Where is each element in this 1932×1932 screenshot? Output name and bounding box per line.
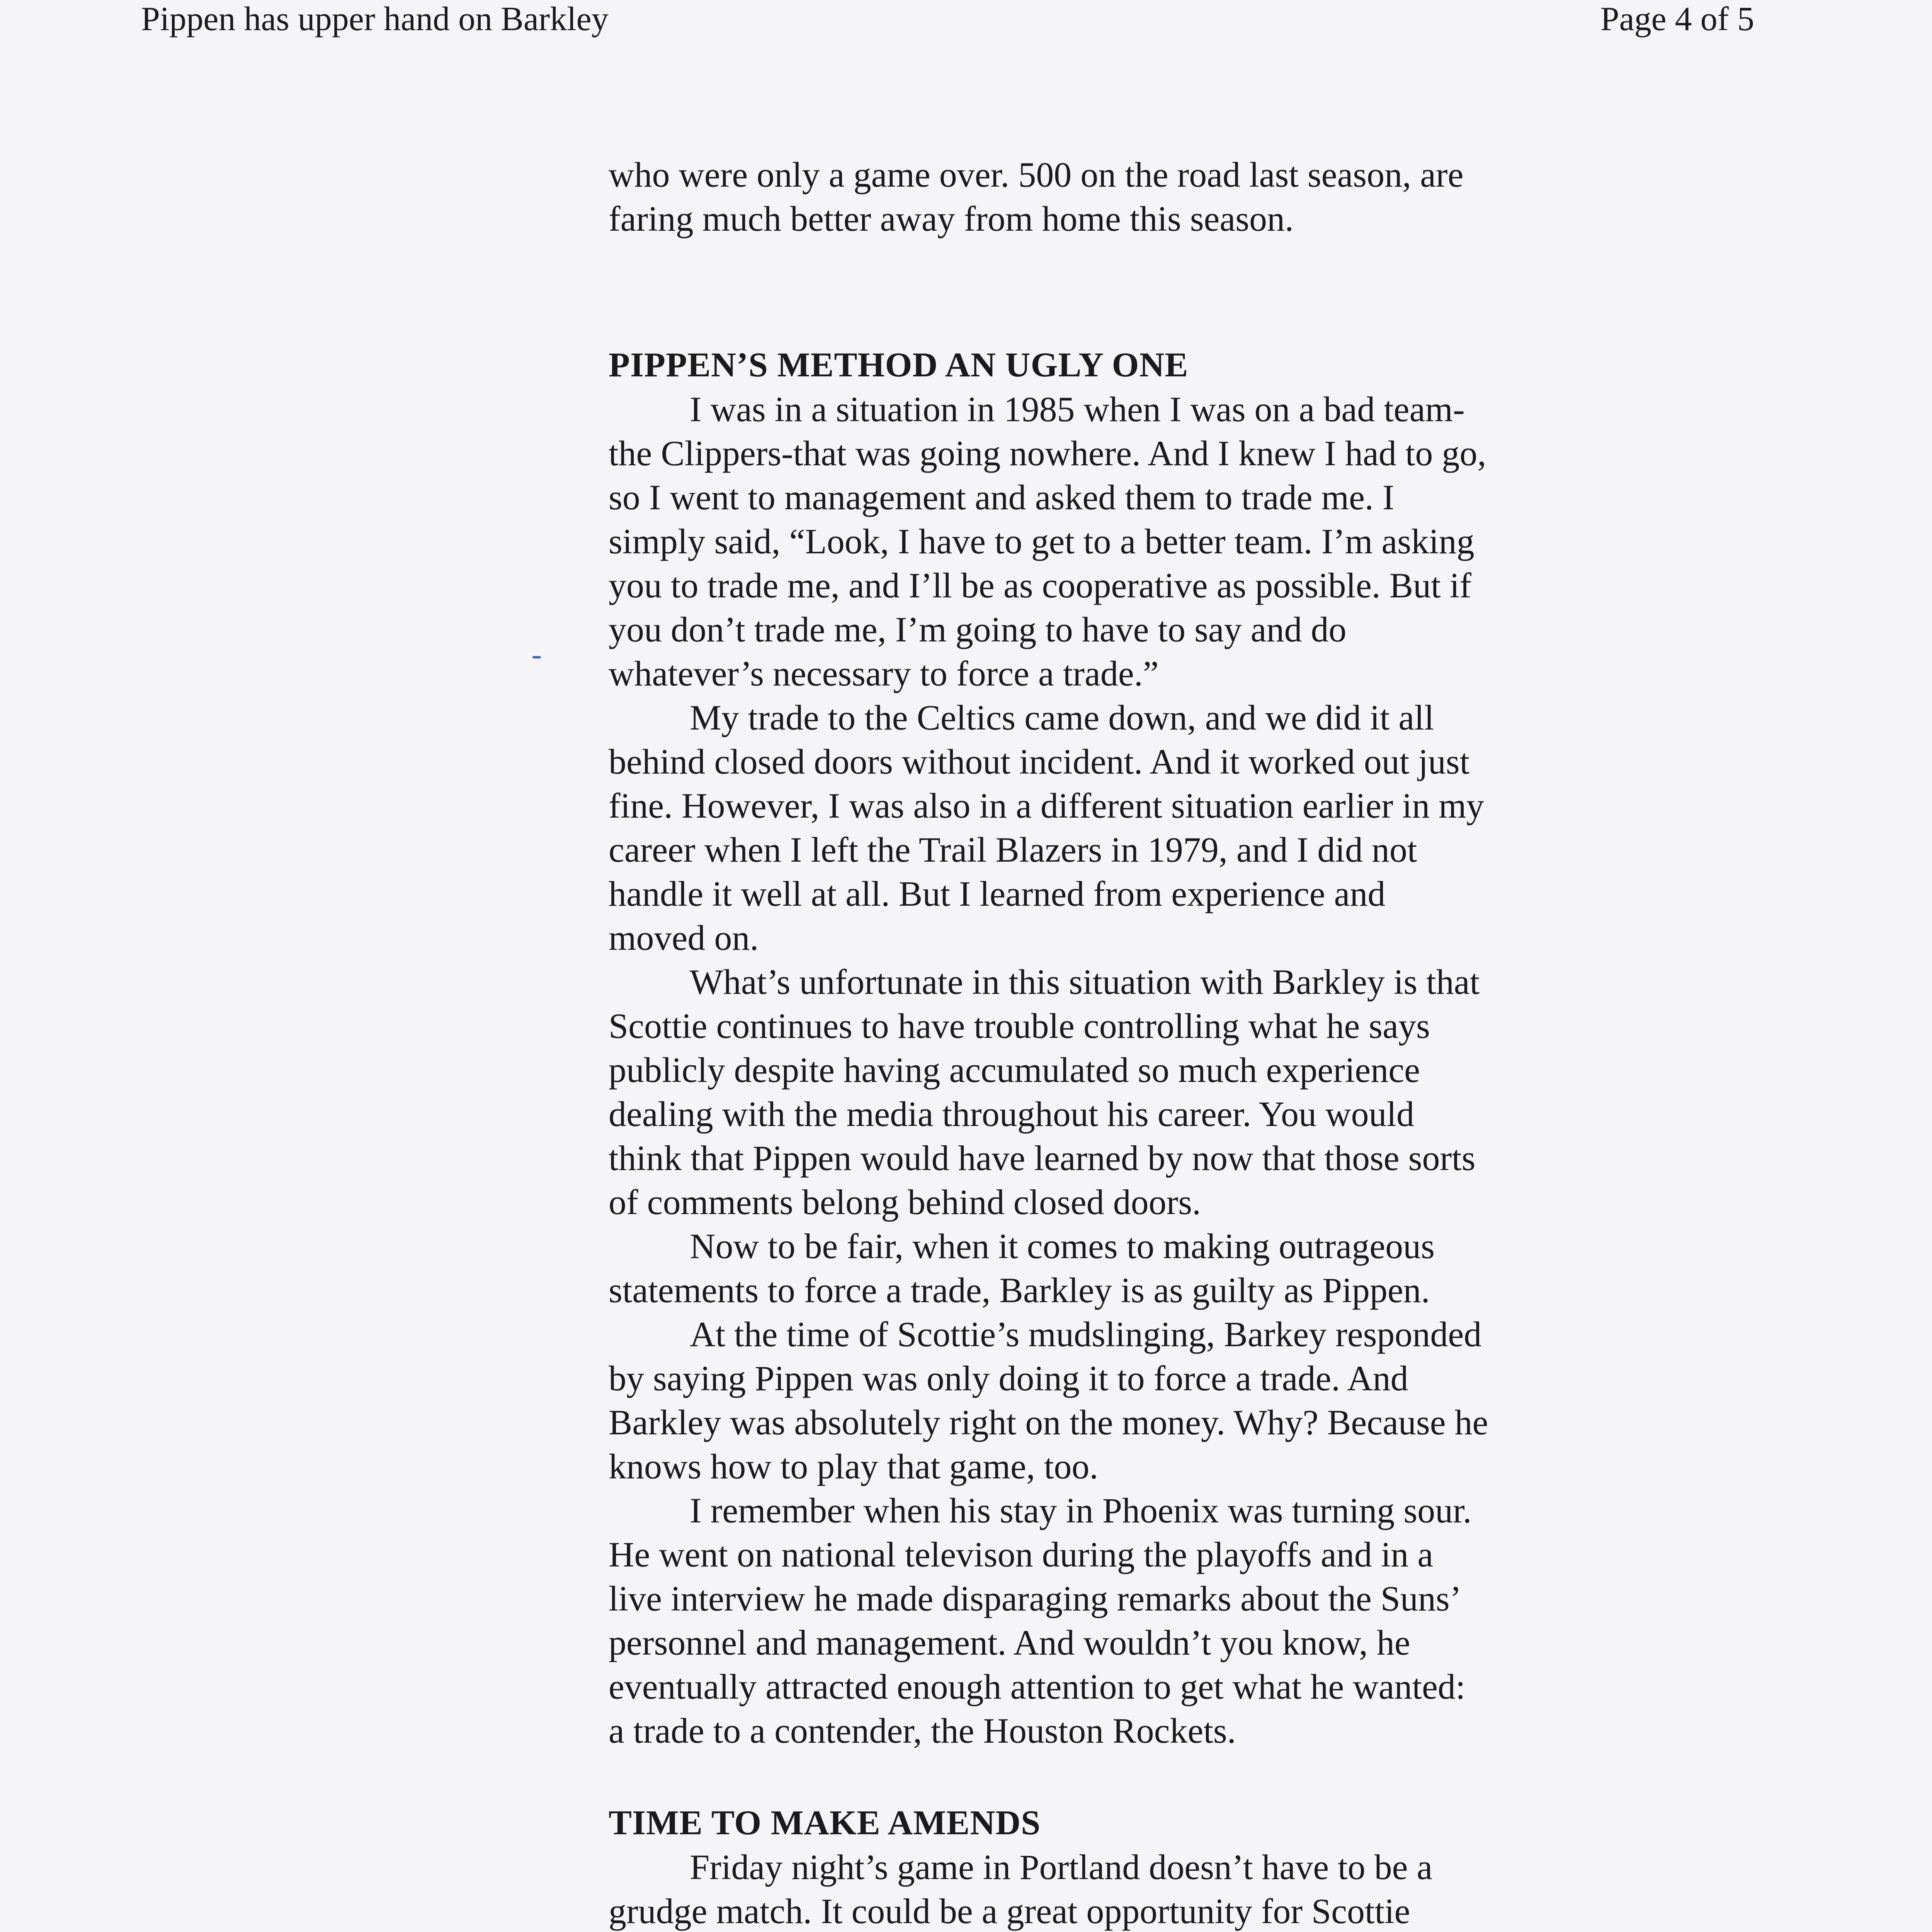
section-paragraph: Friday night’s game in Portland doesn’t have to be a grudge match. It could be a great opportunity for Scottie xyxy=(609,1847,1433,1931)
section-paragraph: I was in a situation in 1985 when I was on a bad team-the Clippers-that was going nowhere. And I knew I had to go, so I went to management and asked them to trade me. I simply said, “Look, I have to get to a better team. I’m asking you to trade me, and I’ll be as cooperative as possible. But if you don’t trade me, I’m going to have to say and do whatever’s necessary to force a trade.” xyxy=(609,389,1486,693)
section-spacer xyxy=(609,1753,1490,1801)
section-paragraph: Now to be fair, when it comes to making outrageous statements to force a trade, Barkley is as guilty as Pippen. xyxy=(609,1226,1435,1310)
section-paragraph: At the time of Scottie’s mudslinging, Barkey responded by saying Pippen was only doing it to force a trade. And Barkley was absolutely right on the money. Why? Because he knows how to play that game, too. xyxy=(609,1315,1488,1486)
section-paragraph: My trade to the Celtics came down, and we did it all behind closed doors without incident. And it worked out just fine. However, I was also in a different situation earlier in my career when I left the Trail Blazers in 1979, and I did not handle it well at all. But I learned from experience and moved on. xyxy=(609,698,1484,957)
section-heading: PIPPEN’S METHOD AN UGLY ONE xyxy=(609,346,1189,384)
section-heading: TIME TO MAKE AMENDS xyxy=(609,1804,1041,1842)
page-header-title: Pippen has upper hand on Barkley xyxy=(141,0,609,38)
intro-paragraph: who were only a game over. 500 on the road last season, are faring much better away from home this season. xyxy=(609,155,1464,238)
ink-mark xyxy=(532,656,541,658)
section-paragraph: I remember when his stay in Phoenix was turning sour. He went on national televison during the playoffs and in a live interview he made disparaging remarks about the Suns’ personnel and management. And wouldn’t you know, he eventually attracted enough attention to get what he wanted: a trade to a contender, the Houston Rockets. xyxy=(609,1491,1472,1750)
article-body xyxy=(609,153,1490,1932)
page-header-page-indicator: Page 4 of 5 xyxy=(1600,0,1754,38)
section-spacer xyxy=(609,241,1490,343)
section-paragraph: What’s unfortunate in this situation with Barkley is that Scottie continues to have trouble controlling what he says publicly despite having accumulated so much experience dealing with the media throughout his career. You would think that Pippen would have learned by now that those sorts of comments belong behind closed doors. xyxy=(609,962,1480,1222)
